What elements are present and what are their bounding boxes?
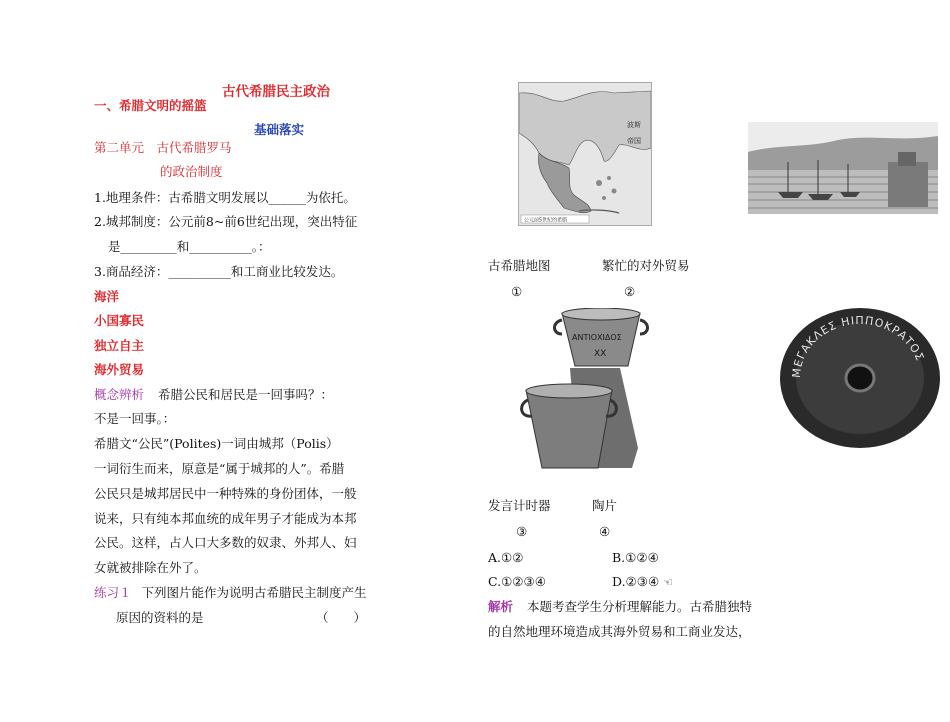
question-3: 3.商品经济：__________和工商业比较发达。 — [94, 264, 344, 279]
answer-2: 小国寡民 — [94, 313, 145, 328]
option-d-row — [612, 574, 673, 591]
water-clock-image — [520, 308, 652, 474]
para-line-1: 希腊文“公民”(Polites)一词由城邦（Polis） — [94, 436, 339, 451]
caption-trade: 繁忙的对外贸易 — [602, 258, 690, 273]
exercise-text-2: 原因的资料的是 — [116, 610, 204, 625]
number-1: ① — [511, 284, 523, 299]
concept-row — [94, 387, 333, 403]
exercise-row — [94, 585, 367, 601]
analysis-row — [488, 599, 752, 615]
number-3: ③ — [516, 524, 528, 539]
para-line-3: 公民只是城邦居民中一种特殊的身份团体，一般 — [94, 486, 357, 501]
trade-engraving-image — [748, 122, 938, 214]
para-line-4: 说来，只有纯本邦血统的成年男子才能成为本邦 — [94, 511, 357, 526]
para-line-2: 一词衍生而来，原意是“属于城邦的人”。希腊 — [94, 461, 345, 476]
basics-heading: 基础落实 — [254, 122, 305, 137]
greece-map-image — [518, 82, 652, 226]
hand-pointer-icon: ☜ — [663, 576, 674, 589]
para-line-6: 女就被排除在外了。 — [94, 560, 207, 575]
jar-mark: XX — [594, 349, 607, 359]
section-heading: 一、希腊文明的摇篮 — [94, 98, 207, 113]
caption-water-clock: 发言计时器 — [488, 498, 551, 513]
number-2: ② — [624, 284, 636, 299]
answer-3: 独立自主 — [94, 338, 145, 353]
map-caption: 公元前5世纪的希腊 — [524, 217, 568, 224]
unit-line-2: 的政治制度 — [160, 164, 223, 179]
ostracon-image — [778, 302, 940, 448]
question-1: 1.地理条件：古希腊文明发展以______为依托。 — [94, 190, 356, 205]
question-2b: 是_________和__________。： — [108, 239, 271, 254]
caption-map: 古希腊地图 — [488, 258, 551, 273]
concept-answer: 不是一回事。： — [94, 411, 176, 426]
concept-label: 概念辨析 — [94, 387, 145, 402]
number-4: ④ — [599, 524, 611, 539]
map-label-empire: 帝国 — [627, 137, 641, 145]
map-label-persia: 波斯 — [627, 121, 641, 129]
answer-1: 海洋 — [94, 289, 120, 304]
jar-inscription: ΑΝΤΙΟΧΙΔΟΣ — [572, 333, 622, 342]
analysis-text: 本题考查学生分析理解能力。古希腊独特 — [527, 599, 753, 614]
exercise-label: 练习１ — [94, 585, 132, 600]
analysis-label: 解析 — [488, 599, 514, 614]
option-d: D.②③④ — [612, 574, 660, 589]
caption-ostracon: 陶片 — [592, 498, 618, 513]
option-b: B.①②④ — [612, 550, 659, 565]
option-a: A.①② — [488, 550, 524, 565]
analysis-text-2: 的自然地理环境造成其海外贸易和工商业发达， — [488, 624, 751, 639]
question-2a: 2.城邦制度：公元前8~前6世纪出现，突出特征 — [94, 214, 358, 229]
answer-4: 海外贸易 — [94, 362, 145, 377]
para-line-5: 公民。这样，占人口大多数的奴隶、外邦人、妇 — [94, 535, 357, 550]
exercise-paren: （ ） — [316, 610, 367, 625]
concept-question: 希腊公民和居民是一回事吗？： — [158, 387, 334, 402]
unit-line-1: 第二单元 古代希腊罗马 — [94, 140, 232, 155]
exercise-text: 下列图片能作为说明古希腊民主制度产生 — [141, 585, 367, 600]
option-c: C.①②③④ — [488, 574, 546, 589]
ostracon-inscription: ΜΕΓΑΚΛΕΣ ΗΙΠΠΟΚΡΑΤΟΣ — [789, 313, 927, 379]
page-title: 古代希腊民主政治 — [222, 84, 330, 100]
